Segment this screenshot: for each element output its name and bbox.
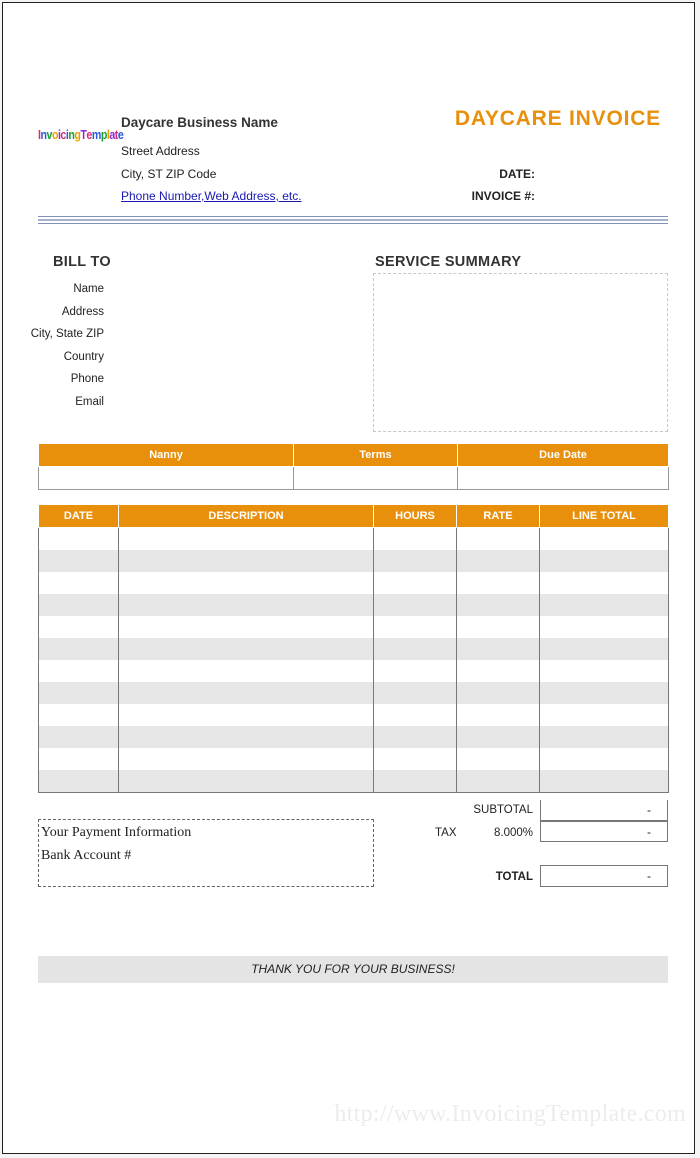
description-cell[interactable] bbox=[119, 616, 374, 638]
description-cell[interactable] bbox=[119, 748, 374, 770]
payment-info-label: Your Payment Information bbox=[41, 825, 192, 840]
table-row bbox=[39, 748, 669, 770]
logo-letter: a bbox=[109, 127, 115, 142]
tax-label: TAX bbox=[435, 827, 457, 839]
line-total-cell[interactable] bbox=[540, 550, 669, 572]
logo-letter: c bbox=[60, 127, 66, 142]
hours-cell[interactable] bbox=[374, 594, 457, 616]
divider-middle bbox=[38, 219, 668, 221]
rate-cell[interactable] bbox=[457, 594, 540, 616]
logo-letter: n bbox=[40, 127, 47, 142]
bill-to-city-label: City, State ZIP bbox=[30, 328, 104, 340]
logo-letter: l bbox=[106, 127, 110, 142]
hours-cell[interactable] bbox=[374, 726, 457, 748]
logo-letter: v bbox=[46, 127, 52, 142]
date-cell[interactable] bbox=[39, 572, 119, 594]
invoice-page bbox=[2, 2, 695, 1154]
bill-to-name-label: Name bbox=[73, 283, 104, 295]
bill-to-address-label: Address bbox=[61, 306, 104, 318]
description-column-header: DESCRIPTION bbox=[119, 505, 374, 528]
logo-letter: I bbox=[38, 127, 41, 142]
hours-cell[interactable] bbox=[374, 748, 457, 770]
logo-letter: e bbox=[117, 127, 124, 142]
items-body bbox=[39, 528, 669, 793]
date-cell[interactable] bbox=[39, 726, 119, 748]
rate-cell[interactable] bbox=[457, 660, 540, 682]
line-total-column-header: LINE TOTAL bbox=[540, 505, 669, 528]
invoice-title: DAYCARE INVOICE bbox=[454, 107, 661, 130]
rate-cell[interactable] bbox=[457, 748, 540, 770]
line-total-cell[interactable] bbox=[540, 682, 669, 704]
subtotal-value: - bbox=[540, 800, 668, 821]
rate-cell[interactable] bbox=[457, 550, 540, 572]
line-total-cell[interactable] bbox=[540, 726, 669, 748]
contact-link[interactable]: Phone Number,Web Address, etc. bbox=[121, 189, 302, 203]
table-row bbox=[39, 682, 669, 704]
table-row bbox=[39, 704, 669, 726]
subtotal-label: SUBTOTAL bbox=[473, 804, 533, 816]
date-cell[interactable] bbox=[39, 682, 119, 704]
date-cell[interactable] bbox=[39, 550, 119, 572]
date-cell[interactable] bbox=[39, 528, 119, 551]
description-cell[interactable] bbox=[119, 770, 374, 793]
info-table bbox=[38, 443, 669, 490]
nanny-cell[interactable] bbox=[39, 467, 294, 490]
line-total-cell[interactable] bbox=[540, 528, 669, 551]
line-total-cell[interactable] bbox=[540, 660, 669, 682]
description-cell[interactable] bbox=[119, 682, 374, 704]
description-cell[interactable] bbox=[119, 660, 374, 682]
table-row bbox=[39, 660, 669, 682]
thank-you-banner: THANK YOU FOR YOUR BUSINESS! bbox=[38, 956, 668, 983]
line-total-cell[interactable] bbox=[540, 748, 669, 770]
hours-cell[interactable] bbox=[374, 660, 457, 682]
description-cell[interactable] bbox=[119, 572, 374, 594]
watermark: http://www.InvoicingTemplate.com bbox=[334, 1101, 686, 1127]
table-row bbox=[39, 528, 669, 551]
due-date-header: Due Date bbox=[458, 444, 669, 467]
date-cell[interactable] bbox=[39, 770, 119, 793]
table-row bbox=[39, 638, 669, 660]
nanny-header: Nanny bbox=[39, 444, 294, 467]
rate-cell[interactable] bbox=[457, 682, 540, 704]
logo-letter: p bbox=[100, 127, 107, 142]
logo-letter: m bbox=[91, 127, 101, 142]
tax-rate[interactable]: 8.000% bbox=[493, 827, 533, 839]
table-row bbox=[39, 594, 669, 616]
bill-to-heading: BILL TO bbox=[53, 254, 111, 270]
rate-cell[interactable] bbox=[457, 704, 540, 726]
date-label: DATE: bbox=[499, 167, 535, 181]
rate-cell[interactable] bbox=[457, 726, 540, 748]
hours-cell[interactable] bbox=[374, 528, 457, 551]
logo-letter: g bbox=[74, 127, 81, 142]
invoice-number-label: INVOICE #: bbox=[471, 189, 535, 203]
hours-cell[interactable] bbox=[374, 638, 457, 660]
date-cell[interactable] bbox=[39, 660, 119, 682]
due-date-cell[interactable] bbox=[458, 467, 669, 490]
bill-to-country-label: Country bbox=[63, 351, 104, 363]
street-address: Street Address bbox=[121, 144, 200, 158]
rate-cell[interactable] bbox=[457, 572, 540, 594]
bank-account-label: Bank Account # bbox=[41, 848, 132, 863]
rate-column-header: RATE bbox=[457, 505, 540, 528]
total-label: TOTAL bbox=[495, 871, 533, 883]
rate-cell[interactable] bbox=[457, 638, 540, 660]
table-row bbox=[39, 770, 669, 793]
date-cell[interactable] bbox=[39, 594, 119, 616]
logo-letter: T bbox=[80, 127, 87, 142]
description-cell[interactable] bbox=[119, 594, 374, 616]
table-row bbox=[39, 550, 669, 572]
rate-cell[interactable] bbox=[457, 770, 540, 793]
date-cell[interactable] bbox=[39, 616, 119, 638]
payment-info-box[interactable] bbox=[38, 819, 374, 887]
hours-cell[interactable] bbox=[374, 704, 457, 726]
rate-cell[interactable] bbox=[457, 528, 540, 551]
logo-letter: o bbox=[51, 127, 58, 142]
table-row bbox=[39, 616, 669, 638]
hours-cell[interactable] bbox=[374, 682, 457, 704]
table-row bbox=[39, 726, 669, 748]
line-total-cell[interactable] bbox=[540, 704, 669, 726]
description-cell[interactable] bbox=[119, 550, 374, 572]
hours-cell[interactable] bbox=[374, 572, 457, 594]
hours-cell[interactable] bbox=[374, 770, 457, 793]
date-cell[interactable] bbox=[39, 638, 119, 660]
city-state-zip: City, ST ZIP Code bbox=[121, 167, 217, 181]
total-value: - bbox=[540, 865, 668, 887]
description-cell[interactable] bbox=[119, 726, 374, 748]
line-total-cell[interactable] bbox=[540, 616, 669, 638]
items-table bbox=[38, 504, 669, 793]
logo-letter: t bbox=[114, 127, 118, 142]
logo-letter: e bbox=[86, 127, 92, 142]
terms-header: Terms bbox=[294, 444, 458, 467]
business-name: Daycare Business Name bbox=[121, 115, 278, 130]
table-row bbox=[39, 572, 669, 594]
description-cell[interactable] bbox=[119, 704, 374, 726]
hours-column-header: HOURS bbox=[374, 505, 457, 528]
logo-letter: i bbox=[57, 127, 61, 142]
logo-letter: n bbox=[68, 127, 75, 142]
logo bbox=[38, 127, 123, 142]
date-column-header: DATE bbox=[39, 505, 119, 528]
terms-cell[interactable] bbox=[294, 467, 458, 490]
date-cell[interactable] bbox=[39, 748, 119, 770]
line-total-cell[interactable] bbox=[540, 572, 669, 594]
line-total-cell[interactable] bbox=[540, 594, 669, 616]
hours-cell[interactable] bbox=[374, 616, 457, 638]
description-cell[interactable] bbox=[119, 638, 374, 660]
line-total-cell[interactable] bbox=[540, 638, 669, 660]
line-total-cell[interactable] bbox=[540, 770, 669, 793]
hours-cell[interactable] bbox=[374, 550, 457, 572]
bill-to-email-label: Email bbox=[75, 396, 104, 408]
divider-bottom bbox=[38, 223, 668, 224]
date-cell[interactable] bbox=[39, 704, 119, 726]
bill-to-phone-label: Phone bbox=[70, 373, 104, 385]
service-summary-heading: SERVICE SUMMARY bbox=[375, 254, 522, 270]
description-cell[interactable] bbox=[119, 528, 374, 551]
service-summary-box[interactable] bbox=[373, 273, 668, 432]
logo-letter: i bbox=[65, 127, 69, 142]
divider-top bbox=[38, 216, 668, 217]
rate-cell[interactable] bbox=[457, 616, 540, 638]
tax-value: - bbox=[540, 821, 668, 842]
